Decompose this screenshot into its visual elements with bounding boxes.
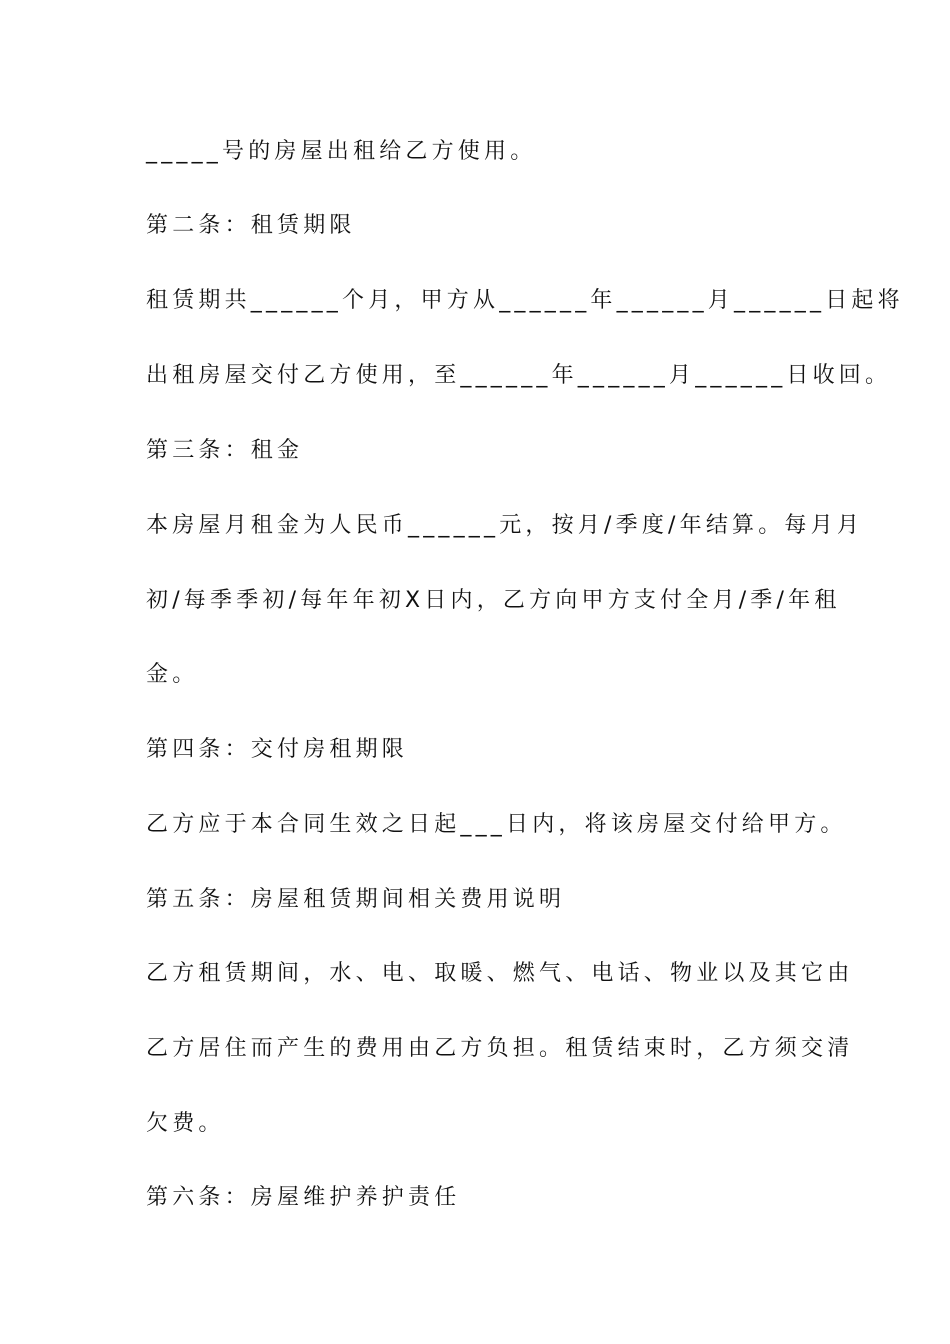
section-heading-maintenance: 第六条：房屋维护养护责任 <box>146 1185 461 1210</box>
paragraph-line: 本房屋月租金为人民币______元，按月/季度/年结算。每月月 <box>146 513 864 538</box>
section-heading-fees: 第五条：房屋租赁期间相关费用说明 <box>146 887 566 912</box>
paragraph-line: 乙方应于本合同生效之日起___日内，将该房屋交付给甲方。 <box>146 812 847 837</box>
section-heading-term: 第二条：租赁期限 <box>146 213 356 238</box>
paragraph-line: 乙方居住而产生的费用由乙方负担。租赁结束时，乙方须交清 <box>146 1036 854 1061</box>
section-heading-payment-deadline: 第四条：交付房租期限 <box>146 737 409 762</box>
paragraph-line: 出租房屋交付乙方使用，至______年______月______日收回。 <box>146 363 892 388</box>
paragraph-line: 金。 <box>146 662 199 687</box>
section-heading-rent: 第三条：租金 <box>146 438 304 463</box>
paragraph-line: 租赁期共______个月，甲方从______年______月______日起将 <box>146 288 904 313</box>
paragraph-line: 欠费。 <box>146 1111 225 1136</box>
paragraph-line: _____号的房屋出租给乙方使用。 <box>146 139 537 164</box>
paragraph-line: 初/每季季初/每年年初X日内，乙方向甲方支付全月/季/年租 <box>146 588 841 613</box>
paragraph-line: 乙方租赁期间，水、电、取暖、燃气、电话、物业以及其它由 <box>146 961 854 986</box>
